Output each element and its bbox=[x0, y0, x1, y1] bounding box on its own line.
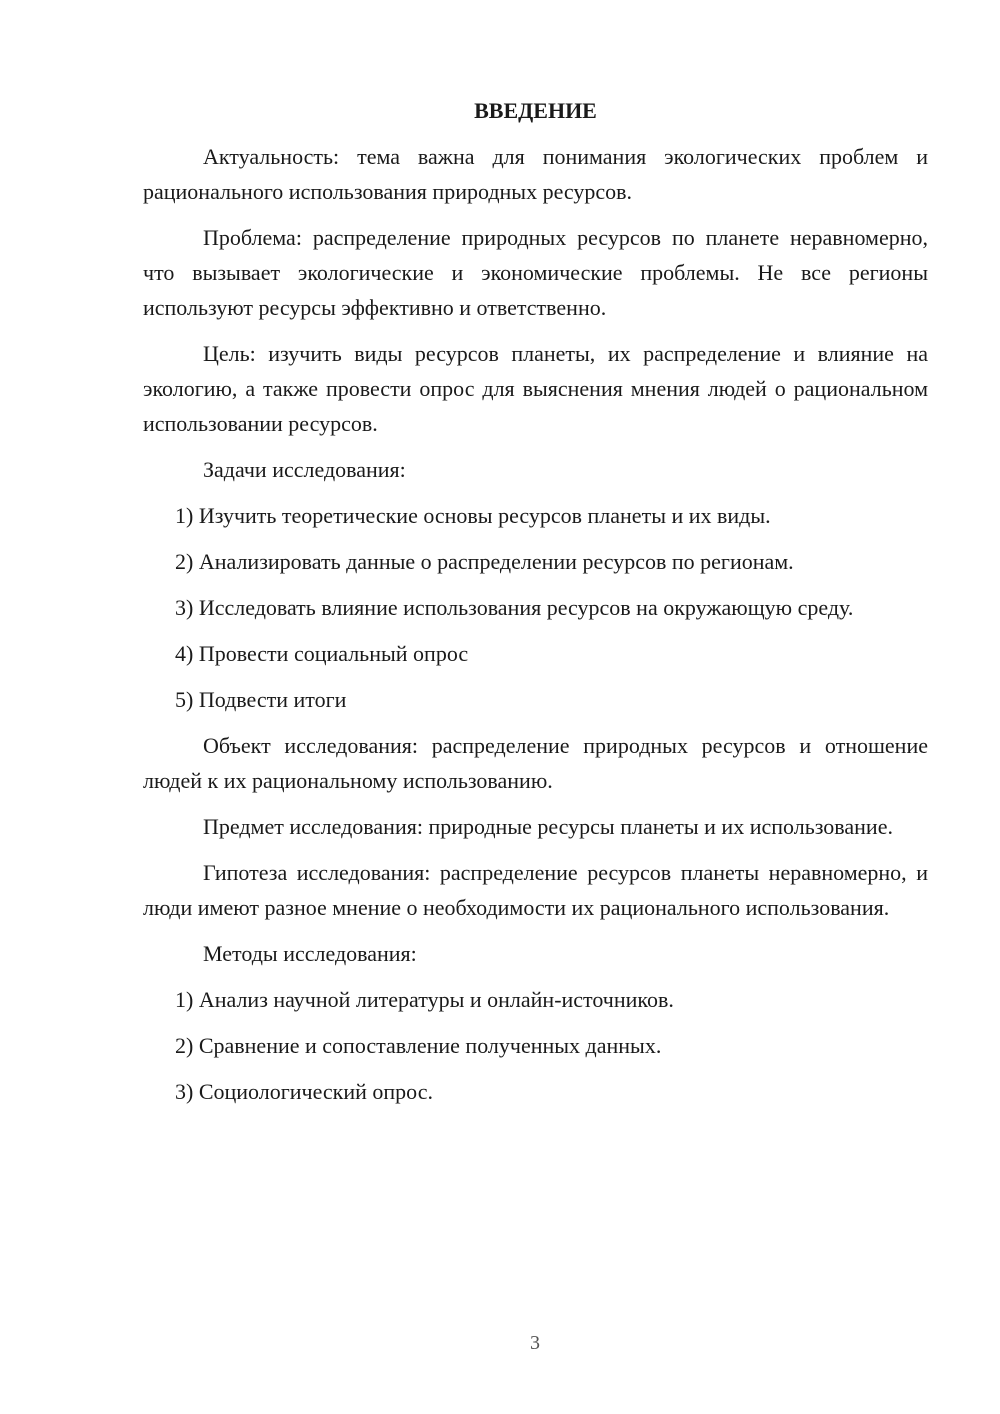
object-paragraph: Объект исследования: распределение природных ресурсов и отношение людей к их рациональному использованию. bbox=[143, 733, 928, 793]
method-item-3: 3) Социологический опрос. bbox=[175, 1079, 433, 1104]
task-item-4: 4) Провести социальный опрос bbox=[175, 641, 469, 666]
page-number: 3 bbox=[530, 1332, 540, 1354]
task-item-2: 2) Анализировать данные о распределении ресурсов по регионам. bbox=[175, 549, 794, 574]
tasks-heading: Задачи исследования: bbox=[203, 457, 406, 482]
task-item-1: 1) Изучить теоретические основы ресурсов планеты и их виды. bbox=[175, 503, 771, 528]
task-item-5: 5) Подвести итоги bbox=[175, 687, 347, 712]
methods-heading: Методы исследования: bbox=[203, 941, 417, 966]
hypothesis-paragraph: Гипотеза исследования: распределение ресурсов планеты неравномерно, и люди имеют разное мнение о необходимости их рационального использования. bbox=[143, 860, 928, 920]
document-page bbox=[143, 96, 928, 1120]
method-item-1: 1) Анализ научной литературы и онлайн-источников. bbox=[175, 987, 674, 1012]
method-item-2: 2) Сравнение и сопоставление полученных данных. bbox=[175, 1033, 662, 1058]
task-item-3: 3) Исследовать влияние использования ресурсов на окружающую среду. bbox=[175, 595, 854, 620]
goal-paragraph: Цель: изучить виды ресурсов планеты, их распределение и влияние на экологию, а также провести опрос для выяснения мнения людей о рациональном использовании ресурсов. bbox=[143, 341, 928, 436]
subject-paragraph: Предмет исследования: природные ресурсы планеты и их использование. bbox=[203, 814, 893, 839]
section-title: ВВЕДЕНИЕ bbox=[474, 98, 597, 123]
problem-paragraph: Проблема: распределение природных ресурсов по планете неравномерно, что вызывает экологические и экономические проблемы. Не все регионы используют ресурсы эффективно и ответственно. bbox=[143, 225, 928, 320]
relevance-paragraph: Актуальность: тема важна для понимания экологических проблем и рационального использования природных ресурсов. bbox=[143, 144, 928, 204]
